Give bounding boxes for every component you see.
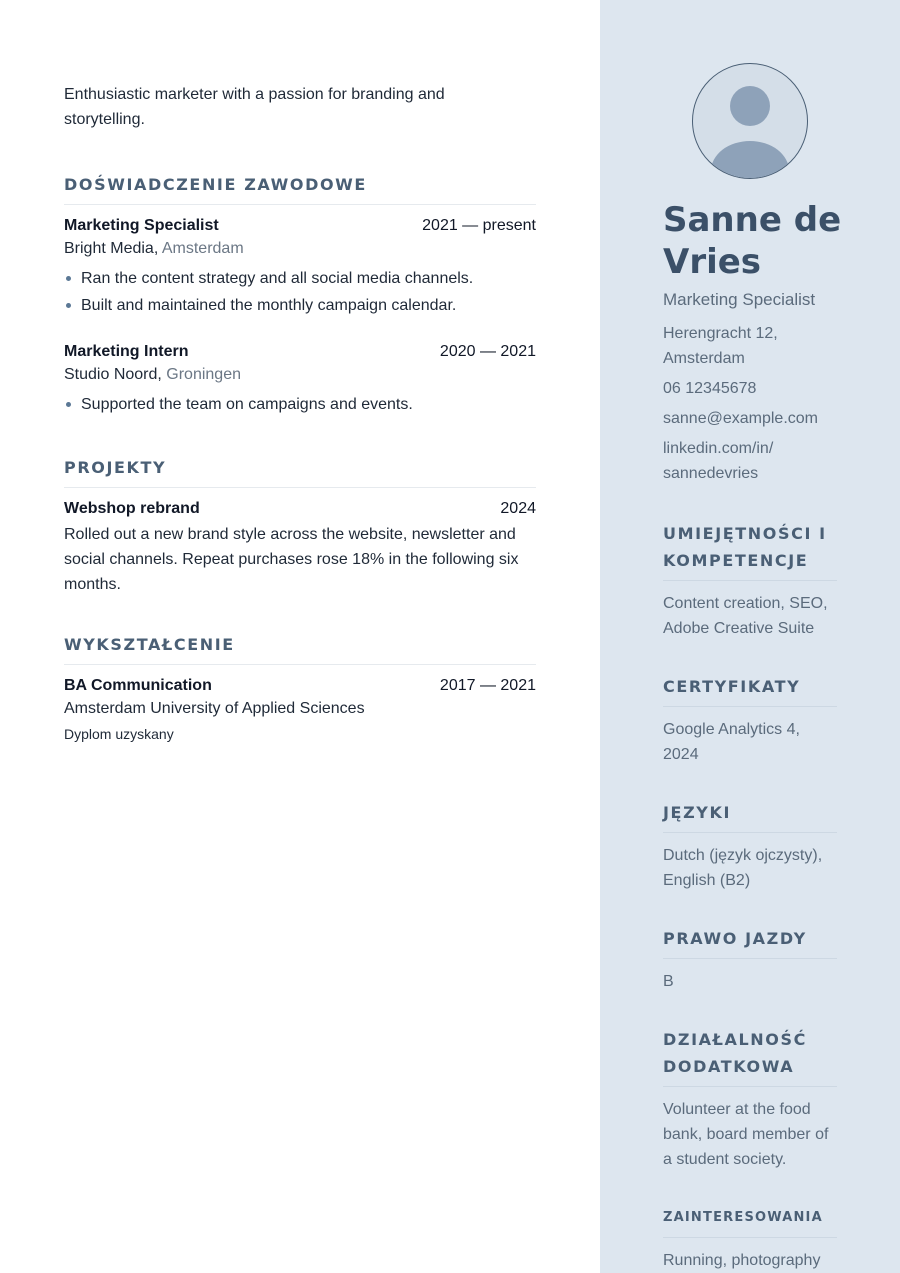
experience-entry (64, 215, 536, 319)
contact-address: Herengracht 12, Amsterdam (663, 325, 778, 367)
profile-summary: Enthusiastic marketer with a passion for branding and storytelling. (64, 86, 445, 128)
entry-header (64, 675, 536, 697)
job-location: Groningen (166, 366, 241, 383)
education-entry (64, 675, 536, 745)
license-text: B (663, 973, 674, 990)
separator: , (157, 366, 167, 383)
entry-header (64, 341, 536, 363)
license-section (663, 925, 837, 994)
contact-phone[interactable]: 06 12345678 (663, 380, 757, 397)
sidebar (600, 0, 900, 1273)
education-heading: WYKSZTAŁCENIE (64, 635, 536, 665)
company-name: Studio Noord (64, 366, 158, 383)
contact-linkedin[interactable]: linkedin.com/in/ sannedevries (663, 440, 774, 482)
bullet-item: Built and maintained the monthly campaign calendar. (64, 292, 536, 319)
contact-email[interactable]: sanne@example.com (663, 410, 818, 427)
certificates-heading: CERTYFIKATY (663, 673, 837, 707)
job-dates: 2021 — present (422, 217, 536, 234)
bullet-item: Supported the team on campaigns and events. (64, 391, 536, 418)
job-bullets (64, 265, 536, 319)
person-silhouette-icon (692, 63, 808, 179)
activities-heading: DZIAŁALNOŚĆ DODATKOWA (663, 1026, 837, 1087)
bullet-item: Ran the content strategy and all social media channels. (64, 265, 536, 292)
interests-section (663, 1204, 837, 1273)
education-dates: 2017 — 2021 (439, 677, 536, 694)
project-date: 2024 (500, 500, 536, 517)
degree-status: Dyplom uzyskany (64, 726, 174, 742)
candidate-role: Marketing Specialist (663, 290, 816, 309)
languages-heading: JĘZYKI (663, 799, 837, 833)
experience-heading: DOŚWIADCZENIE ZAWODOWE (64, 175, 536, 205)
job-title: Marketing Specialist (64, 217, 219, 234)
experience-section (64, 175, 536, 418)
project-entry (64, 498, 536, 597)
project-description: Rolled out a new brand style across the website, newsletter and social channels. Repeat purchases rose 18% in the following six months. (64, 526, 519, 593)
contact-info (663, 321, 837, 486)
school-name: Amsterdam University of Applied Sciences (64, 700, 365, 717)
job-employer (64, 363, 536, 387)
skills-text: Content creation, SEO, Adobe Creative Suite (663, 595, 828, 637)
interests-heading: ZAINTERESOWANIA (663, 1204, 837, 1238)
job-bullets (64, 391, 536, 418)
skills-section (663, 520, 837, 641)
company-name: Bright Media (64, 240, 154, 257)
experience-entry (64, 341, 536, 418)
candidate-name: Sanne de Vries (663, 200, 842, 282)
job-title: Marketing Intern (64, 343, 189, 360)
degree-title: BA Communication (64, 677, 212, 694)
entry-header (64, 215, 536, 237)
projects-section (64, 458, 536, 597)
education-section (64, 635, 536, 745)
activities-text: Volunteer at the food bank, board member of a student society. (663, 1101, 829, 1168)
projects-heading: PROJEKTY (64, 458, 536, 488)
interests-text: Running, photography (663, 1252, 821, 1269)
certificates-text: Google Analytics 4, 2024 (663, 721, 800, 763)
avatar-head (730, 86, 770, 126)
job-employer (64, 237, 536, 261)
languages-text: Dutch (język ojczysty), English (B2) (663, 847, 823, 889)
avatar-shoulders (711, 141, 789, 179)
activities-section (663, 1026, 837, 1172)
languages-section (663, 799, 837, 893)
job-dates: 2020 — 2021 (439, 343, 536, 360)
project-title: Webshop rebrand (64, 500, 200, 517)
entry-header (64, 498, 536, 520)
job-location: Amsterdam (161, 240, 244, 257)
skills-heading: UMIEJĘTNOŚCI I KOMPETENCJE (663, 520, 837, 581)
certificates-section (663, 673, 837, 767)
license-heading: PRAWO JAZDY (663, 925, 837, 959)
separator: , (153, 240, 162, 257)
